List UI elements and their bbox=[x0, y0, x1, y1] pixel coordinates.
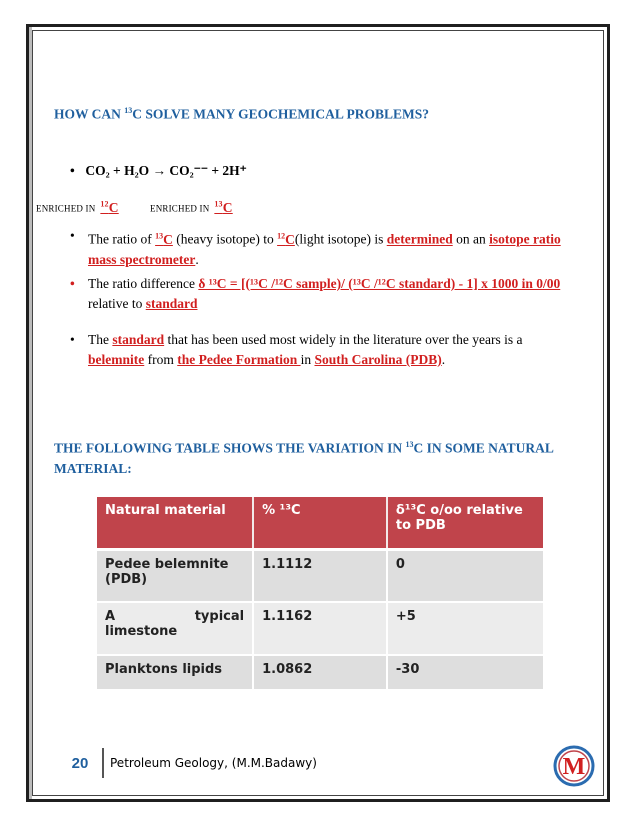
equation-text: CO₂ + H₂O → CO₂⁻⁻ + 2H⁺ bbox=[85, 163, 247, 178]
bullet-marker: • bbox=[70, 332, 75, 347]
bullet-text: The ratio difference δ ¹³C = [(¹³C /¹²C sample)/ (¹³C /¹²C standard) - 1] x 1000 in 0/00 relative to standard bbox=[88, 276, 561, 311]
table-cell: Pedee belemnite (PDB) bbox=[97, 549, 253, 602]
isotope-symbol: C bbox=[108, 199, 119, 215]
table-cell: +5 bbox=[387, 602, 543, 655]
isotope-superscript: 12 bbox=[100, 199, 109, 208]
bullet-marker: • bbox=[70, 228, 75, 243]
table-cell: 1.1112 bbox=[253, 549, 387, 602]
isotope-table-image bbox=[97, 497, 543, 691]
bullet-marker: • bbox=[70, 276, 75, 291]
bullet-marker: • bbox=[70, 163, 75, 178]
enriched-label: ENRICHED IN bbox=[36, 203, 96, 214]
heading-text: C SOLVE MANY GEOCHEMICAL PROBLEMS? bbox=[132, 106, 430, 122]
bullet-text: The standard that has been used most widely in the literature over the years is a belemnite from the Pedee Formation in South Carolina (PDB). bbox=[88, 332, 523, 367]
reaction-equation bbox=[70, 163, 247, 179]
table-header-cell: Natural material bbox=[97, 497, 253, 549]
footer-title: Petroleum Geology, (M.M.Badawy) bbox=[110, 756, 317, 770]
table-row bbox=[97, 655, 543, 690]
term-standard: standard bbox=[145, 296, 198, 311]
footer-divider bbox=[102, 748, 104, 778]
table-cell: 1.1162 bbox=[253, 602, 387, 655]
section-heading-table bbox=[54, 435, 574, 479]
table-header-cell: % ¹³C bbox=[253, 497, 387, 549]
table-row bbox=[97, 602, 543, 655]
isotope-table bbox=[97, 497, 543, 691]
table-header-cell: δ¹³C o/oo relative to PDB bbox=[387, 497, 543, 549]
enriched-label: ENRICHED IN bbox=[150, 203, 210, 214]
enriched-label-12c bbox=[36, 199, 119, 216]
heading-superscript: 13 bbox=[124, 106, 133, 115]
table-row bbox=[97, 549, 543, 602]
table-cell: 1.0862 bbox=[253, 655, 387, 690]
heading-text: HOW CAN bbox=[54, 106, 125, 122]
heading-text: C IN SOME NATURAL MATERIAL: bbox=[54, 440, 554, 476]
table-cell: Planktons lipids bbox=[97, 655, 253, 690]
table-cell: A typical limestone bbox=[97, 602, 253, 655]
heading-superscript: 13 bbox=[405, 440, 414, 449]
table-cell: 0 bbox=[387, 549, 543, 602]
page-number: 20 bbox=[71, 755, 89, 772]
logo-m-icon bbox=[553, 745, 595, 787]
enriched-label-13c bbox=[150, 199, 233, 216]
isotope-superscript: 13 bbox=[214, 199, 223, 208]
bullet-text: The ratio of $^{13}$C (heavy isotope) to $^{12}$C(light isotope) is determined on an isotope ratio mass spectrometer. bbox=[88, 231, 561, 267]
isotope-symbol: C bbox=[222, 199, 233, 215]
svg-text:M: M bbox=[562, 754, 586, 780]
delta-formula: δ ¹³C = [(¹³C /¹²C sample)/ (¹³C /¹²C standard) - 1] x 1000 in 0/00 bbox=[198, 276, 561, 291]
heading-text: THE FOLLOWING TABLE SHOWS THE VARIATION IN bbox=[54, 440, 406, 456]
table-header-row bbox=[97, 497, 543, 549]
section-heading-13c bbox=[54, 101, 429, 125]
term-mass-spectrometer: isotope ratio mass spectrometer bbox=[88, 231, 561, 267]
term-determined: determined bbox=[386, 231, 453, 247]
table-cell: -30 bbox=[387, 655, 543, 690]
